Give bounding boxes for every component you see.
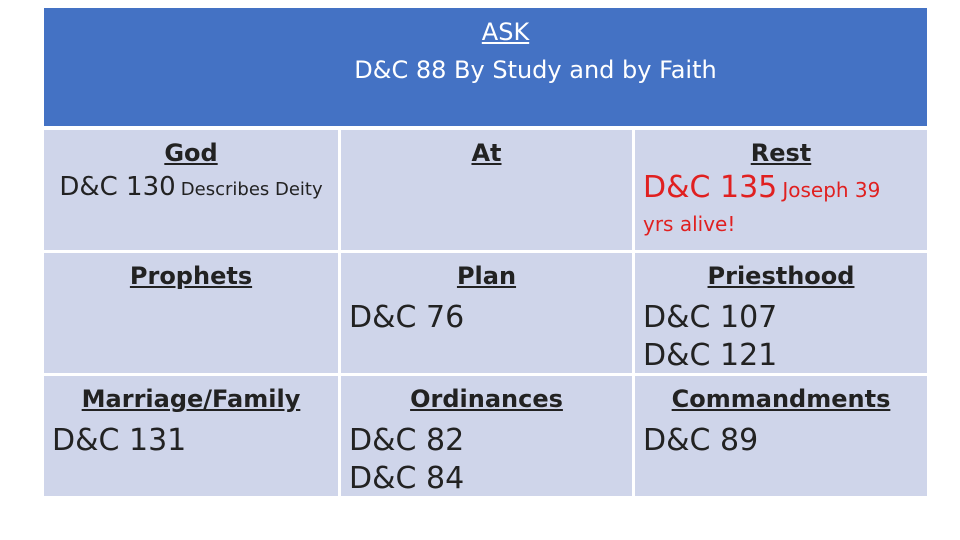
ref-main-god: D&C 130 <box>59 172 176 202</box>
cell-heading-rest: Rest <box>750 139 812 167</box>
cell-ref-rest <box>643 170 880 205</box>
ref-main-rest: D&C 135 <box>643 170 778 205</box>
cell-rest <box>635 130 927 250</box>
ref-marriage-1: D&C 131 <box>52 423 187 458</box>
ref-note-god: Describes Deity <box>180 179 323 200</box>
cell-heading-at: At <box>471 139 502 167</box>
cell-prophets <box>44 253 338 373</box>
cell-ordinances <box>341 376 632 496</box>
cell-plan <box>341 253 632 373</box>
cell-commandments <box>635 376 927 496</box>
ref-commandments-1: D&C 89 <box>643 423 759 458</box>
ref-ordinances-1: D&C 82 <box>349 423 465 458</box>
ref-priesthood-1: D&C 107 <box>643 300 778 335</box>
ref-note-rest-cont: yrs alive! <box>643 212 736 236</box>
ref-note-rest: Joseph 39 <box>782 178 881 202</box>
cell-heading-priesthood: Priesthood <box>707 262 855 290</box>
cell-heading-commandments: Commandments <box>671 385 891 413</box>
ref-ordinances-2: D&C 84 <box>349 461 465 496</box>
topic-table <box>44 8 927 496</box>
ref-plan-1: D&C 76 <box>349 300 465 335</box>
header-subtitle: D&C 88 By Study and by Faith <box>354 56 717 84</box>
cell-at <box>341 130 632 250</box>
cell-heading-prophets: Prophets <box>129 262 253 290</box>
table-header <box>44 8 927 126</box>
cell-heading-plan: Plan <box>456 262 517 290</box>
cell-priesthood <box>635 253 927 373</box>
cell-heading-marriage: Marriage/Family <box>81 385 301 413</box>
cell-ref-god <box>44 170 338 204</box>
cell-heading-ordinances: Ordinances <box>410 385 563 413</box>
header-title: ASK <box>481 18 530 46</box>
ref-priesthood-2: D&C 121 <box>643 338 778 373</box>
cell-god <box>44 130 338 250</box>
cell-heading-god: God <box>164 139 218 167</box>
cell-marriage <box>44 376 338 496</box>
